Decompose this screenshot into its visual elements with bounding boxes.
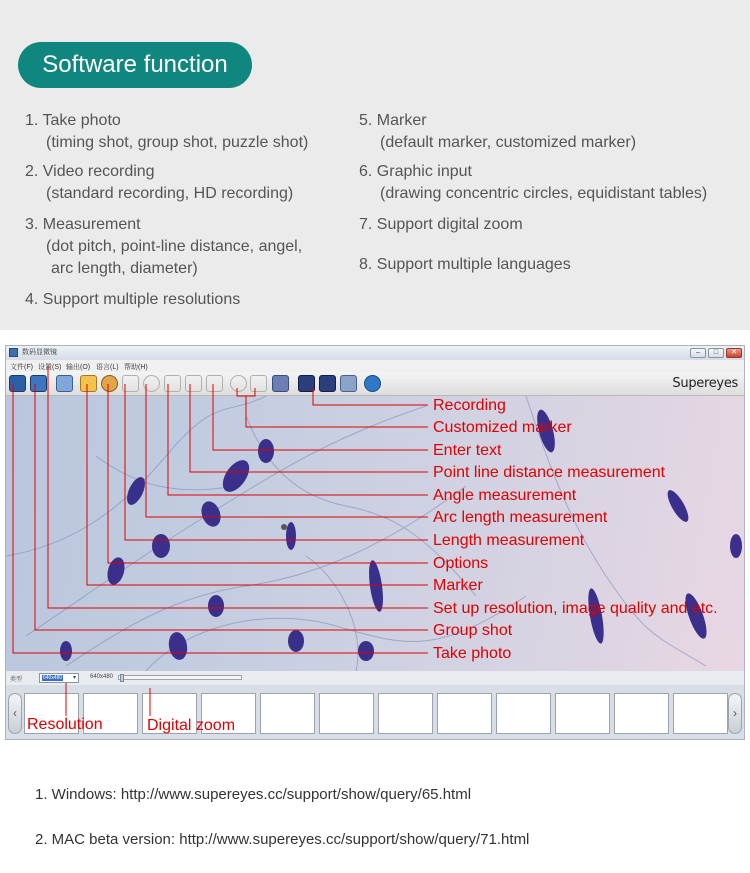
leader-angle — [168, 384, 428, 495]
feature-title: 3. Measurement — [25, 216, 141, 233]
chevron-down-icon: ▾ — [72, 675, 76, 681]
resolution-select-value: 640x480 — [43, 675, 63, 681]
feature-detail-2: arc length, diameter) — [51, 260, 198, 277]
leader-enter-text — [213, 384, 428, 450]
windows-download-link[interactable]: 1. Windows: http://www.supereyes.cc/support/show/query/65.html — [35, 786, 472, 803]
feature-title: 5. Marker — [359, 112, 427, 129]
callout-options: Options — [433, 555, 489, 572]
section-title: Software function — [18, 42, 252, 88]
menu-output[interactable]: 输出(O) — [66, 364, 91, 371]
menu-settings[interactable]: 设置(S) — [38, 364, 62, 371]
callout-recording: Recording — [433, 397, 506, 414]
callout-length: Length measurement — [433, 532, 585, 549]
prev-arrow-icon[interactable]: ‹ — [8, 693, 22, 734]
feature-title: 1. Take photo — [25, 112, 121, 129]
leader-group-shot — [35, 384, 428, 630]
callout-setup: Set up resolution, image quality and etc. — [433, 600, 718, 617]
feature-detail: (drawing concentric circles, equidistant tables) — [380, 185, 708, 202]
leader-options — [108, 384, 428, 563]
leader-marker — [87, 384, 428, 585]
leader-recording — [313, 388, 428, 405]
feature-title: 6. Graphic input — [359, 163, 472, 180]
feature-detail: (default marker, customized marker) — [380, 134, 637, 151]
menu-help[interactable]: 帮助(H) — [124, 364, 148, 371]
type-label: 类型 — [10, 677, 23, 683]
feature-title: 8. Support multiple languages — [359, 256, 571, 273]
maximize-button[interactable]: □ — [708, 348, 724, 358]
leader-customized-marker — [246, 396, 428, 427]
brand-logo: Supereyes — [672, 376, 738, 391]
feature-title: 2. Video recording — [25, 163, 155, 180]
minimize-button[interactable]: – — [690, 348, 706, 358]
callout-take-photo: Take photo — [433, 645, 512, 662]
menu-language[interactable]: 语言(L) — [96, 364, 119, 371]
feature-title: 7. Support digital zoom — [359, 216, 523, 233]
callout-point-line: Point line distance measurement — [433, 464, 666, 481]
callout-customized-marker: Customized marker — [433, 419, 572, 436]
leader-point-line — [190, 384, 428, 472]
resolution-readout: 640x480 — [90, 674, 114, 680]
feature-title: 4. Support multiple resolutions — [25, 291, 241, 308]
callout-marker: Marker — [433, 577, 483, 594]
callout-digital-zoom: Digital zoom — [147, 717, 236, 734]
feature-detail: (dot pitch, point-line distance, angel, — [46, 238, 303, 255]
callout-arc-length: Arc length measurement — [433, 509, 608, 526]
mac-download-link[interactable]: 2. MAC beta version: http://www.supereyes.cc/support/show/query/71.html — [35, 831, 530, 848]
menu-file[interactable]: 文件(F) — [10, 364, 33, 371]
window-title: 数码显微镜 — [22, 349, 57, 356]
callout-angle: Angle measurement — [433, 487, 577, 504]
callout-group-shot: Group shot — [433, 622, 513, 639]
callout-enter-text: Enter text — [433, 442, 502, 459]
next-arrow-icon[interactable]: › — [728, 693, 742, 734]
feature-detail: (timing shot, group shot, puzzle shot) — [46, 134, 309, 151]
callout-resolution: Resolution — [27, 716, 103, 733]
close-button[interactable]: ✕ — [726, 348, 742, 358]
leader-setup — [48, 366, 428, 608]
feature-detail: (standard recording, HD recording) — [46, 185, 294, 202]
leader-take-photo — [13, 384, 428, 653]
